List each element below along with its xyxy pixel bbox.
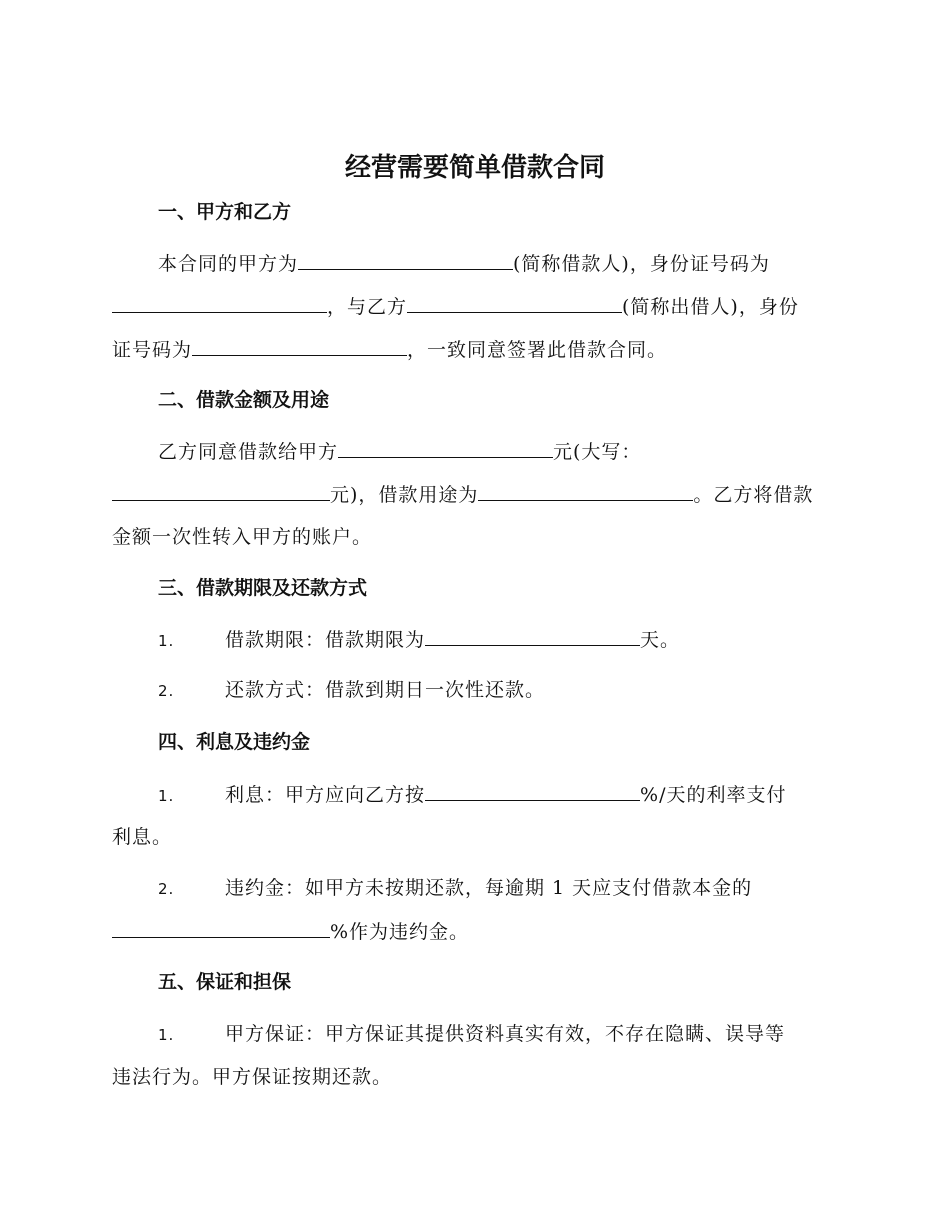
text-run: 乙方同意借款给甲方	[158, 441, 339, 463]
party-b-name-blank[interactable]	[407, 291, 622, 313]
penalty-rate-blank[interactable]	[112, 916, 330, 938]
section-heading-guarantee: 五、保证和担保	[158, 971, 292, 993]
paragraph-line: 违法行为。甲方保证按期还款。	[112, 1066, 393, 1088]
list-number: 1.	[158, 787, 175, 805]
section-heading-term: 三、借款期限及还款方式	[158, 577, 368, 599]
party-a-name-blank[interactable]	[298, 248, 513, 270]
paragraph-line	[158, 248, 770, 279]
loan-amount-words-blank[interactable]	[112, 479, 330, 501]
text-run: 证号码为	[112, 339, 193, 361]
page-title: 经营需要简单借款合同	[344, 153, 605, 183]
text-run: (简称借款人)，身份证号码为	[513, 253, 770, 275]
loan-amount-blank[interactable]	[338, 436, 553, 458]
party-b-id-blank[interactable]	[192, 334, 407, 356]
list-item	[158, 779, 786, 811]
text-run: 利息：甲方应向乙方按	[225, 784, 426, 806]
text-run: %作为违约金。	[330, 921, 470, 943]
interest-rate-blank[interactable]	[425, 779, 640, 801]
text-run: ，一致同意签署此借款合同。	[407, 339, 668, 361]
text-run: %/天的利率支付	[640, 784, 787, 806]
section-heading-parties: 一、甲方和乙方	[158, 201, 292, 223]
list-number: 1.	[158, 632, 175, 650]
text-run: 还款方式：借款到期日一次性还款。	[225, 679, 546, 701]
list-item	[158, 624, 680, 656]
text-run: 借款期限：借款期限为	[225, 629, 426, 651]
text-run: 。乙方将借款	[693, 484, 814, 506]
list-number: 2.	[158, 880, 175, 898]
text-run: ，与乙方	[327, 296, 408, 318]
list-number: 2.	[158, 682, 175, 700]
text-run: (简称出借人)，身份	[622, 296, 799, 318]
loan-term-blank[interactable]	[425, 624, 640, 646]
list-number: 1.	[158, 1026, 175, 1044]
text-run: 天。	[640, 629, 681, 651]
loan-purpose-blank[interactable]	[478, 479, 693, 501]
paragraph-line	[112, 479, 813, 510]
list-item	[158, 1019, 785, 1050]
list-item	[158, 675, 545, 706]
text-run: 本合同的甲方为	[158, 253, 299, 275]
section-heading-amount: 二、借款金额及用途	[158, 389, 330, 411]
text-run: 甲方保证：甲方保证其提供资料真实有效，不存在隐瞒、误导等	[225, 1023, 786, 1045]
paragraph-line	[112, 334, 667, 365]
text-run: 元)，借款用途为	[330, 484, 479, 506]
paragraph-line: 金额一次性转入甲方的账户。	[112, 526, 373, 548]
text-run: 元(大写：	[553, 441, 642, 463]
list-item	[158, 873, 752, 904]
paragraph-line	[112, 291, 799, 322]
text-run: 违约金：如甲方未按期还款，每逾期 1 天应支付借款本金的	[225, 877, 753, 899]
paragraph-line	[112, 916, 469, 947]
paragraph-line	[158, 436, 641, 467]
paragraph-line: 利息。	[112, 826, 173, 848]
section-heading-interest: 四、利息及违约金	[158, 731, 311, 753]
party-a-id-blank[interactable]	[112, 291, 327, 313]
